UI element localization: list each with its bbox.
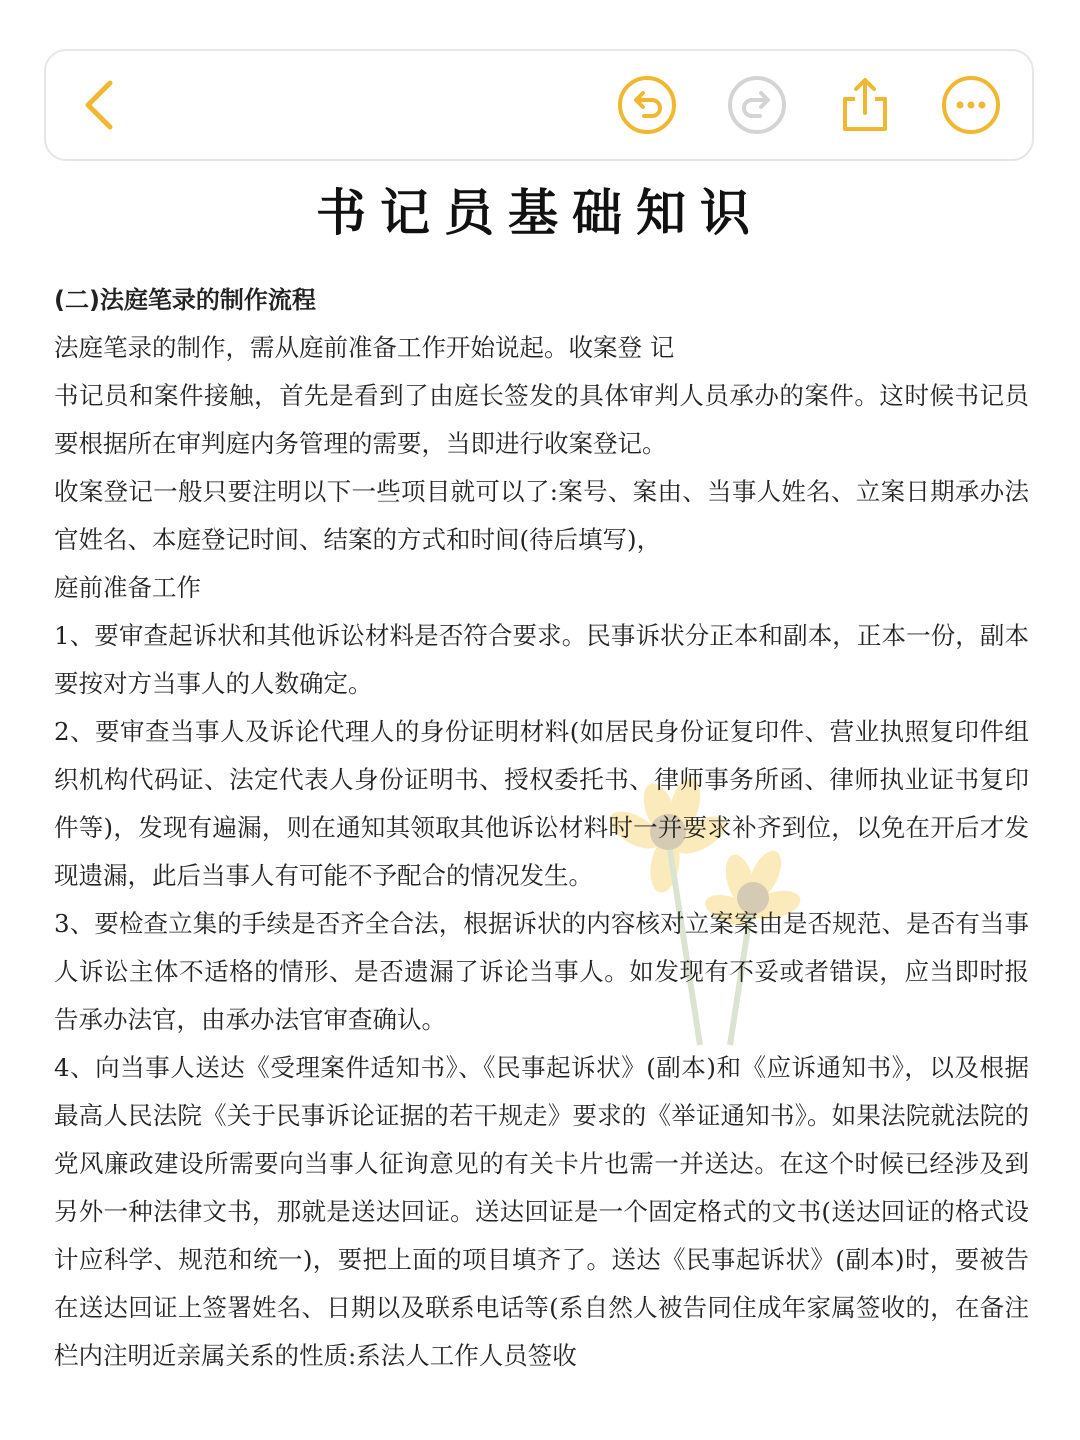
paragraph: 4、向当事人送达《受理案件适知书》、《民事起诉状》(副本)和《应诉通知书》，以及根据最高人民法院《关于民事诉论证据的若干规走》要求的《举证通知书》。如果法院就法院的党风廉政建设所需要向当事人征询意见的有关卡片也需一并送达。在这个时候已经涉及到另外一种法律文书，那就是送达回证。送达回证是一个固定格式的文书(送达回证的格式设计应科学、规范和统一)，要把上面的项目填齐了。送达《民事起诉状》(副本)时，要被告在送达回证上签署姓名、日期以及联系电话等(系自然人被告同住成年家属签收的，在备注栏内注明近亲属关系的性质:系法人工作人员签收 — [54, 1053, 1029, 1370]
section-heading: (二)法庭笔录的制作流程 — [54, 286, 316, 314]
paragraph: 2、要审查当事人及诉论代理人的身份证明材料(如居民身份证复印件、营业执照复印件组织机构代码证、法定代表人身份证明书、授权委托书、律师事务所函、律师执业证书复印件等)，发现有遍漏，则在通知其领取其他诉讼材料时一并要求补齐到位，以免在开后才发现遗漏，此后当事人有可能不予配合的情况发生。 — [54, 717, 1029, 890]
document-body — [54, 276, 1029, 1380]
redo-button[interactable] — [724, 51, 790, 159]
back-button[interactable] — [70, 51, 130, 159]
document-title: 书记员基础知识 — [316, 184, 764, 242]
share-icon — [835, 75, 895, 135]
more-button[interactable] — [938, 51, 1004, 159]
top-toolbar — [44, 49, 1034, 161]
paragraph: 书记员和案件接触，首先是看到了由庭长签发的具体审判人员承办的案件。这时候书记员要根据所在审判庭内务管理的需要，当即进行收案登记。 — [54, 381, 1029, 458]
paragraph: 法庭笔录的制作，需从庭前准备工作开始说起。收案登 记 — [54, 333, 675, 362]
paragraph: 3、要检查立集的手续是否齐全合法，根据诉状的内容核对立案案由是否规范、是否有当事人诉讼主体不适格的情形、是否遗漏了诉论当事人。如发现有不妥或者错误，应当即时报告承办法官，由承办法官审查确认。 — [54, 909, 1029, 1034]
paragraph: 收案登记一般只要注明以下一些项目就可以了:案号、案由、当事人姓名、立案日期承办法官姓名、本庭登记时间、结案的方式和时间(待后填写)， — [54, 477, 1029, 554]
paragraph: 1、要审查起诉状和其他诉讼材料是否符合要求。民事诉状分正本和副本，正本一份，副本要按对方当事人的人数确定。 — [54, 621, 1029, 698]
undo-icon — [616, 74, 678, 136]
redo-icon — [726, 74, 788, 136]
undo-button[interactable] — [614, 51, 680, 159]
more-icon — [940, 74, 1002, 136]
chevron-left-icon — [80, 77, 120, 133]
paragraph: 庭前准备工作 — [54, 573, 201, 602]
share-button[interactable] — [832, 51, 898, 159]
